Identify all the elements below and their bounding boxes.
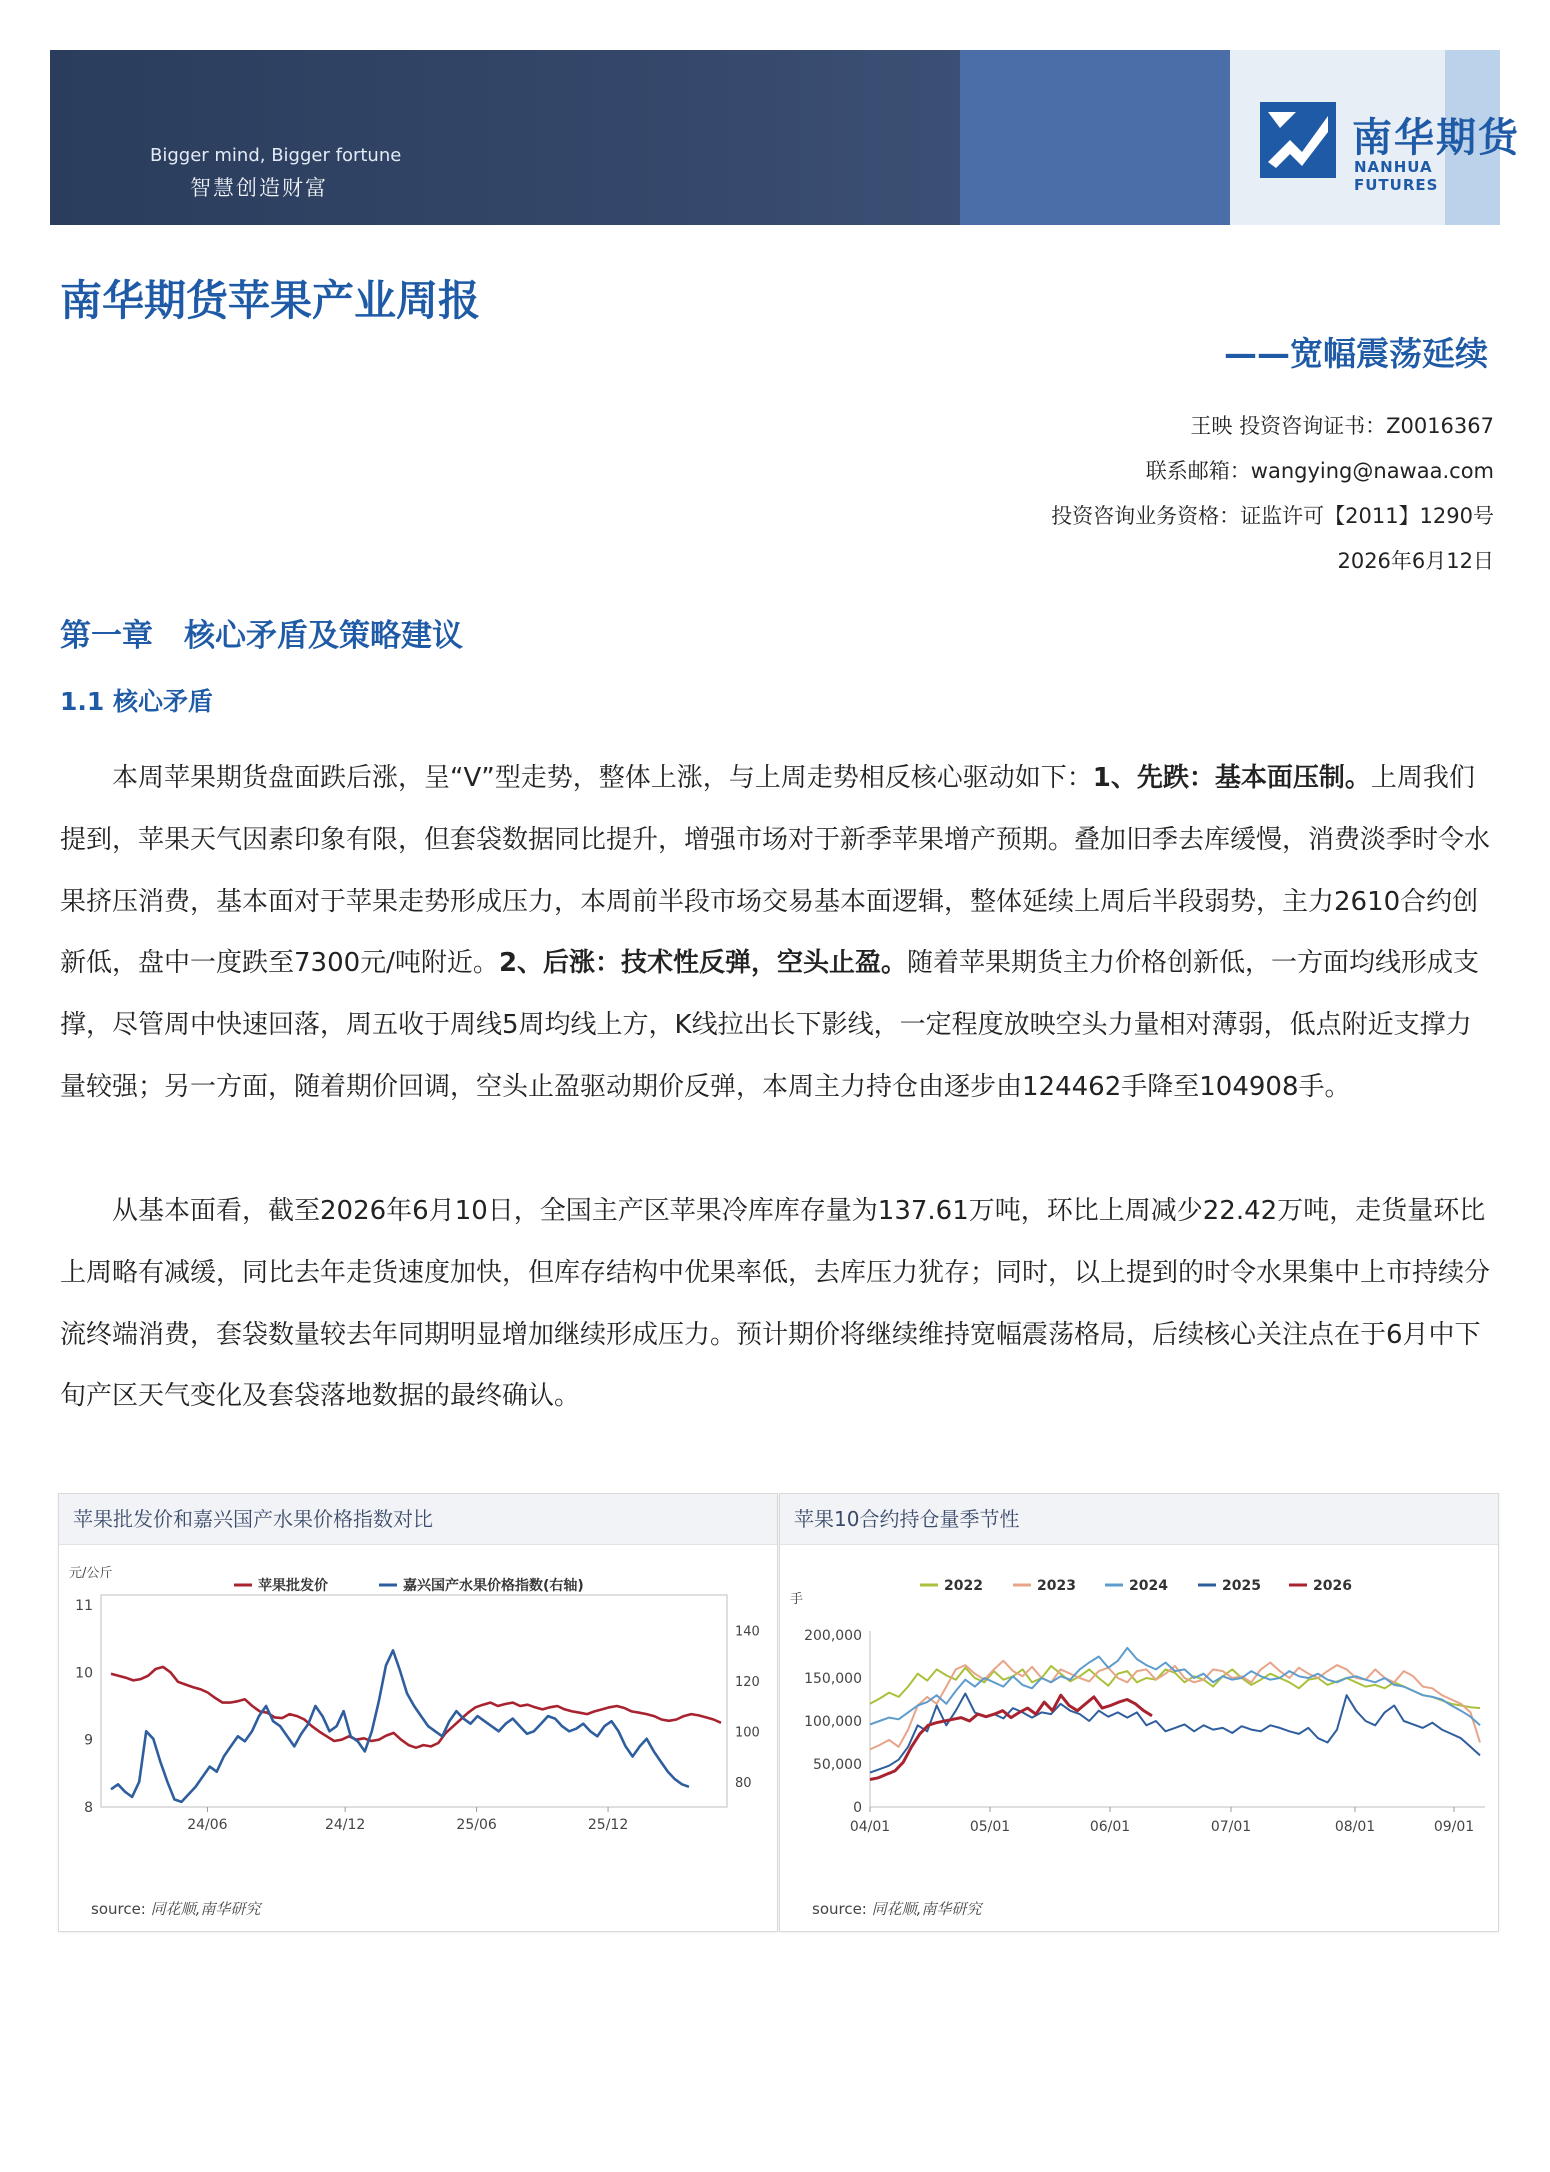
y2-tick-label: 80	[735, 1775, 752, 1791]
slogan-cn: 智慧创造财富	[190, 176, 328, 200]
x-tick-label: 04/01	[849, 1819, 891, 1835]
series-line-2	[111, 1650, 689, 1802]
chart-card-price	[58, 1493, 778, 1932]
chart-source: source: 同花顺,南华研究	[812, 1900, 982, 1918]
legend-label: 2022	[944, 1578, 983, 1594]
chart-title: 苹果批发价和嘉兴国产水果价格指数对比	[59, 1494, 777, 1545]
series-line-2025	[870, 1694, 1480, 1773]
legend-label: 2024	[1129, 1578, 1168, 1594]
y-tick-label: 150,000	[804, 1671, 862, 1687]
section-heading: 1.1 核心矛盾	[60, 687, 213, 716]
chart-title: 苹果10合约持仓量季节性	[780, 1494, 1498, 1545]
point-one: 1、先跌：基本面压制。	[1092, 763, 1371, 793]
y-tick-label: 10	[75, 1665, 93, 1682]
license-line: 投资咨询业务资格：证监许可【2011】1290号	[1051, 504, 1494, 528]
y-tick-label: 8	[84, 1800, 93, 1816]
x-tick-label: 06/01	[1089, 1819, 1131, 1835]
x-tick-label: 09/01	[1433, 1819, 1475, 1835]
y-tick-label: 200,000	[804, 1628, 862, 1644]
legend-label: 嘉兴国产水果价格指数(右轴)	[403, 1578, 584, 1594]
open-interest-seasonality-chart	[780, 1545, 1498, 1875]
price-comparison-chart	[59, 1545, 777, 1875]
paragraph-fundamentals: 从基本面看，截至2026年6月10日，全国主产区苹果冷库库存量为137.61万吨，环比上周减少22.42万吨，走货量环比上周略有减缓，同比去年走货速度加快，但库存结构中优果率低，去库压力犹存；同时，以上提到的时令水果集中上市持续分流终端消费，套袋数量较去年同期明显增加继续形成压力。预计期价将继续维持宽幅震荡格局，后续核心关注点在于6月中下旬产区天气变化及套袋落地数据的最终确认。	[60, 1196, 1491, 1412]
y2-tick-label: 120	[735, 1674, 760, 1690]
header-banner	[50, 50, 1520, 225]
x-tick-label: 08/01	[1334, 1819, 1376, 1835]
legend-label: 2026	[1313, 1578, 1352, 1594]
logo-text-cn: 南华期货	[1352, 115, 1520, 161]
y-tick-label: 50,000	[813, 1757, 862, 1773]
chart-source: source: 同花顺,南华研究	[91, 1900, 261, 1918]
y-tick-label: 9	[84, 1732, 93, 1749]
legend-label: 2025	[1222, 1578, 1261, 1594]
x-tick-label: 07/01	[1210, 1819, 1252, 1835]
x-tick-label: 24/06	[187, 1817, 228, 1833]
x-tick-label: 25/12	[587, 1817, 629, 1833]
y-tick-label: 0	[853, 1800, 862, 1816]
legend-label: 苹果批发价	[258, 1578, 328, 1594]
company-logo	[1260, 102, 1520, 194]
logo-text-en: NANHUA FUTURES	[1354, 158, 1439, 194]
x-tick-label: 25/06	[456, 1817, 497, 1833]
author-line: 王映 投资咨询证书：Z0016367	[1190, 414, 1494, 438]
y-axis-label: 手	[790, 1592, 804, 1607]
x-tick-label: 24/12	[324, 1817, 366, 1833]
y-axis-label: 元/公斤	[69, 1566, 113, 1581]
banner-accent	[960, 50, 1230, 225]
y-tick-label: 100,000	[804, 1714, 862, 1730]
report-subtitle: ——宽幅震荡延续	[1224, 334, 1488, 373]
chart-card-open-interest	[779, 1493, 1499, 1932]
email-line: 联系邮箱：wangying@nawaa.com	[1145, 459, 1494, 483]
plot-frame	[101, 1595, 727, 1807]
legend-label: 2023	[1037, 1578, 1076, 1594]
y2-tick-label: 100	[735, 1725, 760, 1741]
x-tick-label: 05/01	[969, 1819, 1011, 1835]
chapter-heading: 第一章 核心矛盾及策略建议	[60, 618, 463, 654]
report-date: 2026年6月12日	[1337, 549, 1494, 573]
paragraph-core-drivers: 本周苹果期货盘面跌后涨，呈“V”型走势，整体上涨，与上周走势相反核心驱动如下：1、先跌：基本面压制。上周我们提到，苹果天气因素印象有限，但套袋数据同比提升，增强市场对于新季苹果增产预期。叠加旧季去库缓慢，消费淡季时令水果挤压消费，基本面对于苹果走势形成压力，本周前半段市场交易基本面逻辑，整体延续上周后半段弱势，主力2610合约创新低，盘中一度跌至7300元/吨附近。2、后涨：技术性反弹，空头止盈。随着苹果期货主力价格创新低，一方面均线形成支撑，尽管周中快速回落，周五收于周线5周均线上方，K线拉出长下影线，一定程度放映空头力量相对薄弱，低点附近支撑力量较强；另一方面，随着期价回调，空头止盈驱动期价反弹，本周主力持仓由逐步由124462手降至104908手。	[60, 763, 1491, 1102]
point-two: 2、后涨：技术性反弹，空头止盈。	[498, 948, 908, 979]
slogan-en: Bigger mind, Bigger fortune	[150, 145, 402, 166]
nanhua-logo-icon	[1260, 102, 1336, 178]
y-tick-label: 11	[75, 1598, 93, 1614]
y2-tick-label: 140	[735, 1624, 760, 1640]
report-title: 南华期货苹果产业周报	[60, 276, 481, 325]
